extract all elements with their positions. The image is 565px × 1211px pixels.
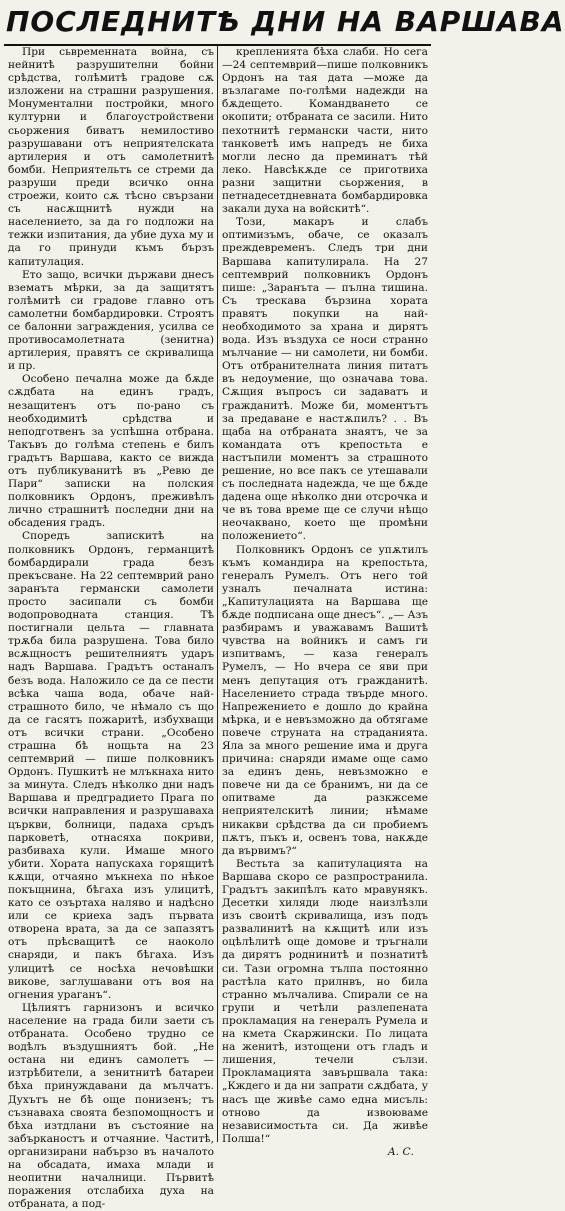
paragraph: Особено печална може да бѫде сѫдбата на единъ градъ, незащитенъ отъ по-рано съ необходимитѣ срѣдства и неподготвенъ за успѣшна отбрана. Такъвъ до голѣма степень е билъ градътъ Варшава, както се вижда отъ публикуванитѣ въ „Ревю де Пари“ записки на полския полковникъ Ордонъ, преживѣлъ лично страшнитѣ последни дни на обсадения градъ. — [8, 373, 214, 530]
left-column — [8, 46, 214, 1211]
author-signature: А. С. — [387, 1145, 414, 1158]
paragraph: крепленията бѣха слаби. Но сега —24 септемврий—пише полковникъ Ордонъ на тая дата —може да възлагаме по-голѣми надежди на бѫдещето. Командването се окопити; отбраната се засили. Нито пехотнитѣ германски части, нито танковетѣ имъ напредъ не биха могли лесно да преминатъ тѣй леко. Навсѣкѫде се приготвиха разни защитни сьоржения, в петнадесетдневната бомбардировка закали духа на войскитѣ“. — [222, 46, 428, 216]
paragraph: Този, макаръ и слабъ оптимизъмъ, обаче, се оказалъ преждевременъ. Следъ три дни Варшава капитулирала. На 27 септемврий полковникъ Ордонъ пише: „Заранъта — пълна тишина. Съ трескава бързина хората правятъ покупки на най-необходимото за храна и дирятъ вода. Изъ въздуха се носи странно мълчание — ни самолети, ни бомби. Отъ отбранителната линия питатъ въ недоумение, що означава това. Сѫщия въпросъ си задаватъ и гражданитѣ. Може би, моментътъ за предаване е настѫпилъ? . . Въ щаба на отбраната знаятъ, че за командата отъ крепостьта е настъпили моментъ за страшното решение, но все пакъ се утешавали съ последната надежда, че ще бѫде дадена още нѣколко дни отсрочка и че въ това време ще се случи нѣщо неочаквано, което ще промѣни положението“. — [222, 216, 428, 543]
column-divider — [217, 46, 218, 1142]
paragraph: Вестьта за капитулацията на Варшава скоро се разпространила. Градътъ закипѣлъ като мравунякъ. Десетки хиляди люде наизлѣзли изъ своитѣ скривалища, изъ подъ развалинитѣ на кѫщитѣ или изъ оцѣлѣлитѣ още домове и тръгнали да дирятъ роднинитѣ и познатитѣ си. Тази огромна тълпа постоянно растѣла като прилнвъ, но била странно мълчалива. Спирали се на групи и четѣли разлепената прокламация на генералъ Румела и на кмета Скаржински. По лицата на женитѣ, изтощени отъ гладъ и лишения, течели сълзи. Прокламацията завършвала така: „Кждего и да ни запрати сѫдбата, у насъ ще живѣе само една мисъль: отново да извоюваме независимостьта си. Да живѣе Полша!“ — [222, 857, 428, 1145]
article-title: ПОСЛЕДНИТѢ ДНИ НА ВАРШАВА — [6, 5, 565, 38]
paragraph: Цѣлиятъ гарнизонъ и всичко население на града били заети съ отбраната. Особено трудно се водѣлъ въздушниятъ бой. „Не остана ни единъ самолетъ — изтрѣбители, а зенитнитѣ батареи бѣха принуждавани да мълчатъ. Духътъ не бѣ още понизенъ; тъ съзнаваха своята безпомощностъ и бѣха изтдлани въ състояние на забърканостъ и отчаяние. Частитѣ, организирани набързо въ началото на обсадата, имаха млади и неопитни началници. Първитѣ поражения отслабиха духа на отбраната, а под- — [8, 1001, 214, 1211]
paragraph: Полковникъ Ордонъ се упѫтилъ къмъ командира на крепостьта, генералъ Румелъ. Отъ него той узналъ печалната истина: „Капитулацията на Варшава ще бѫде подписана още днесъ“. „— Азъ разбирамъ и уважавамъ Вашитѣ чувства на войникъ и самъ ги изпитвамъ, — каза генералъ Румелъ, — Но вчера се яви при менъ депутация отъ гражданитѣ. Населението страда твърде много. Напрежението е дошло до крайна мѣрка, и е невъзможно да обтягаме повече струната на страданията. Яла за много решение има и друга причина: снаряди имаме още само за единъ день, невъзможно е повече ни да се бранимъ, ни да се опитваме да разкжсеме неприятелскитѣ линии; нѣмаме никакви срѣдства да си пробиемъ пѫтъ, пъкъ и, освенъ това, накѫде да вървимъ?“ — [222, 543, 428, 857]
paragraph: При сьвременната война, съ нейнитѣ разрушителни бойни срѣдства, голѣмитѣ градове сѫ изложени на страшни разрушения. Монументални постройки, много културни и благоустройствени сьоржения биватъ немилостиво разрушавани отъ неприятелската артилерия и отъ самолетнитѣ бомби. Неприятельтъ се стреми да разруши преди всичко онна строежи, които сѫ тѣсно свързани съ насѫщнитѣ нужди на населението, за да го подложи на тежки изпитания, да убие духа му и да го принуди къмъ бързъ капитулация. — [8, 46, 214, 268]
paragraph: Споредъ запискитѣ на полковникъ Ордонъ, германцитѣ бомбардирали града безъ прекъсване. На 22 септемврий рано заранъта германски самолети просто засипали съ бомби водопроводната станция. Тѣ постигнали цельта — главната трѫба била разрушена. Това било всѫщностъ решителниятъ ударъ надъ Варшава. Градътъ останалъ безъ вода. Наложило се да се пести всѣка чаша вода, обаче най-страшното било, че нѣмало съ що да се гасятъ пожаритѣ, избухващи отъ всички страни. „Особено страшна бѣ нощьта на 23 септемврий — пише полковникъ Ордонъ. Пушкитѣ не млъкнаха нито за минута. Следъ нѣколко дни надъ Варшава и предградието Прага по всички направления и разрушаваха църкви, болници, падаха сръдъ парковетѣ, отнасяха покриви, разбиваха кули. Имаше много убити. Хората напускаха горящитѣ кѫщи, отчаяно мъкнеха по нѣкое покъщнина, бѣгаха изъ улицитѣ, като се озъртаха наляво и надѣсно или се криеха задъ първата отворена врата, за да се запазятъ отъ прѣсващитѣ се наоколо снаряди, и пакъ бѣгаха. Изъ улицитѣ се носѣха нечовѣшки викове, заглушавани отъ воя на огнения ураганъ“. — [8, 530, 214, 1001]
paragraph: Ето защо, всички държави днесъ взематъ мѣрки, за да защитятъ голѣмитѣ си градове главно отъ самолетни бомбардировки. Строятъ се балонни заграждения, усилва се противосамолетната (зенитна) артилерия, правятъ се скривалища и пр. — [8, 268, 214, 373]
right-column — [222, 46, 428, 1158]
